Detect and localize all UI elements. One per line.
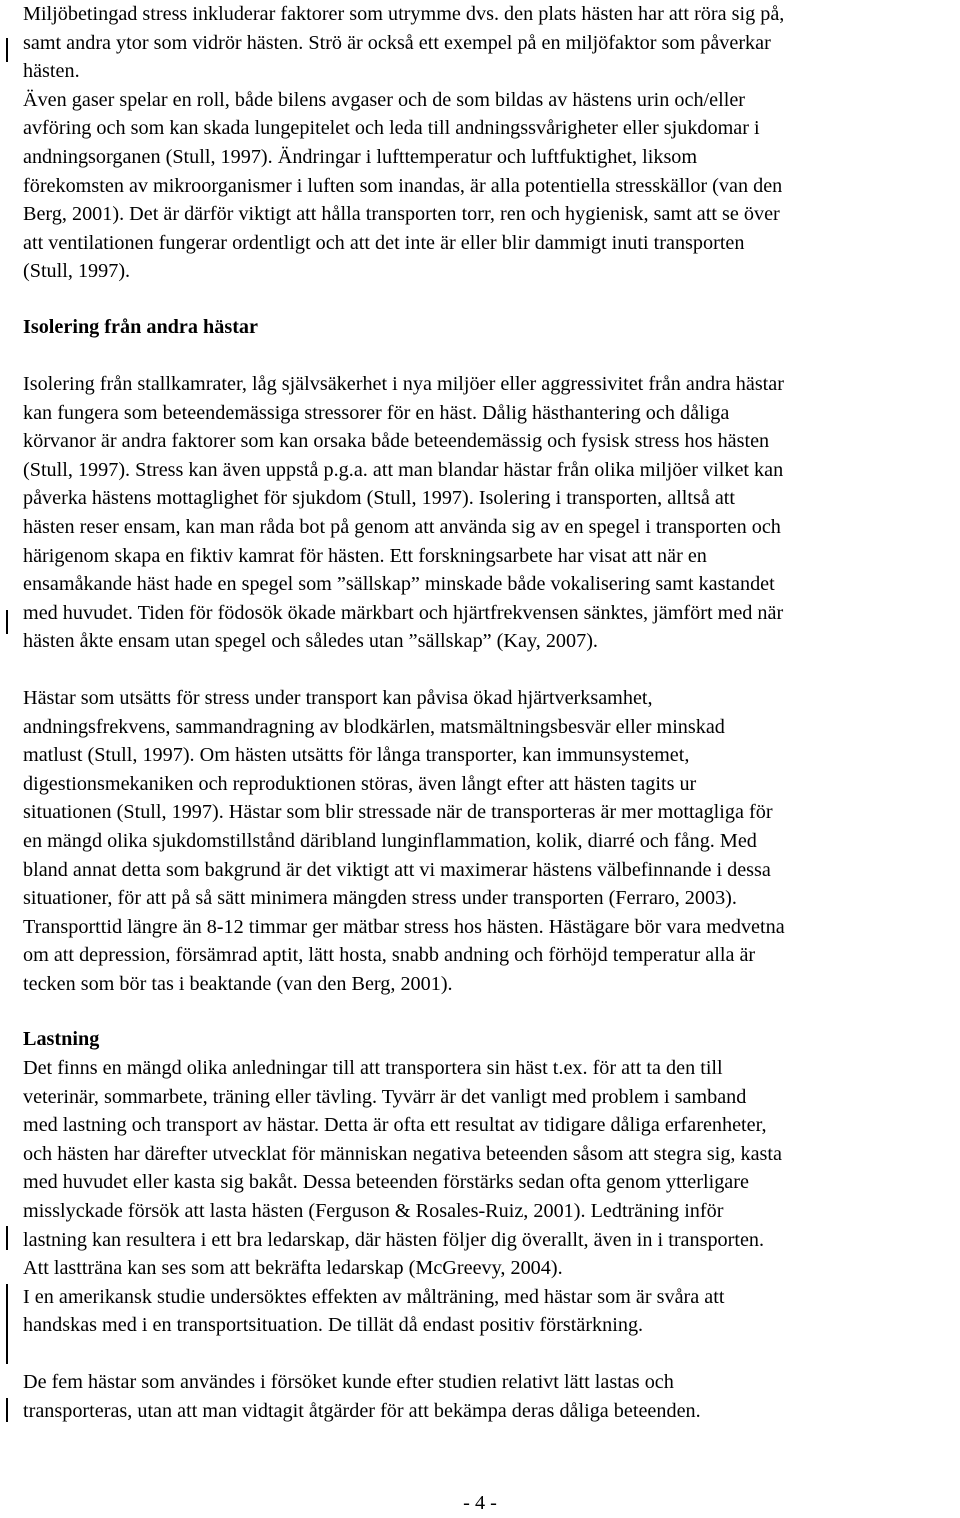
text-line: digestionsmekaniken och reproduktionen störas, även långt efter att hästen tagits ur: [23, 772, 697, 795]
text-line: Hästar som utsätts för stress under transport kan påvisa ökad hjärtverksamhet,: [23, 687, 653, 709]
section-heading: Isolering från andra hästar: [23, 316, 258, 338]
text-line: hästen.: [23, 60, 80, 83]
text-line: andningsfrekvens, sammandragning av blodkärlen, matsmältningsbesvär eller minskad: [23, 715, 725, 738]
change-bar: [6, 610, 8, 634]
text-line: matlust (Stull, 1997). Om hästen utsätts för långa transporter, kan immunsystemet,: [23, 744, 690, 767]
change-bar: [6, 1226, 8, 1250]
text-line: misslyckade försök att lasta hästen (Ferguson & Rosales-Ruiz, 2001). Ledträning inför: [23, 1199, 724, 1222]
text-line: I en amerikansk studie undersöktes effekten av målträning, med hästar som är svåra att: [23, 1285, 725, 1308]
text-line: med lastning och transport av hästar. Detta är ofta ett resultat av tidigare dåliga erfarenheter,: [23, 1114, 767, 1137]
text-line: och hästen har därefter utvecklat för människan negativa beteenden såsom att stegra sig, kasta: [23, 1142, 782, 1165]
text-line: samt andra ytor som vidrör hästen. Strö är också ett exempel på en miljöfaktor som påverkar: [23, 31, 771, 54]
section-heading: Lastning: [23, 1028, 100, 1050]
text-line: kan fungera som beteendemässiga stressorer för en häst. Dålig hästhantering och dåliga: [23, 401, 730, 424]
text-line: situationen (Stull, 1997). Hästar som blir stressade när de transporteras är mer mottagliga för: [23, 801, 773, 824]
text-line: (Stull, 1997). Stress kan även uppstå p.g.a. att man blandar hästar från olika miljöer vilket kan: [23, 458, 784, 481]
text-line: bland annat detta som bakgrund är det viktigt att vi maximerar hästens välbefinnande i dessa: [23, 858, 771, 881]
text-line: Det finns en mängd olika anledningar till att transportera sin häst t.ex. för att ta den till: [23, 1057, 723, 1079]
paragraph-lastning: [23, 1054, 959, 1340]
text-line: ensamåkande häst hade en spegel som ”sällskap” minskade både vokalisering samt kastandet: [23, 573, 775, 596]
text-line: Att lastträna kan ses som att bekräfta ledarskap (McGreevy, 2004).: [23, 1257, 563, 1280]
text-line: hästen åkte ensam utan spegel och således utan ”sällskap” (Kay, 2007).: [23, 630, 598, 653]
paragraph-isolering: [23, 370, 959, 656]
text-line: avföring och som kan skada lungepitelet och leda till andningssvårigheter eller sjukdomar i: [23, 117, 760, 140]
text-line: förekomsten av mikroorganismer i luften som inandas, är alla potentiella stresskällor (van den: [23, 174, 783, 197]
text-line: lastning kan resultera i ett bra ledarskap, där hästen följer dig överallt, även in i transporten.: [23, 1228, 765, 1251]
text-line: De fem hästar som användes i försöket kunde efter studien relativt lätt lastas och: [23, 1371, 674, 1393]
text-line: påverka hästens mottaglighet för sjukdom (Stull, 1997). Isolering i transporten, alltså att: [23, 487, 736, 510]
paragraph-resultat: [23, 1368, 959, 1425]
text-line: Isolering från stallkamrater, låg självsäkerhet i nya miljöer eller aggressivitet från andra hästar: [23, 373, 784, 395]
text-line: Transporttid längre än 8-12 timmar ger mätbar stress hos hästen. Hästägare bör vara medvetna: [23, 915, 785, 938]
text-line: Miljöbetingad stress inkluderar faktorer som utrymme dvs. den plats hästen har att röra sig på,: [23, 3, 785, 25]
text-line: härigenom skapa en fiktiv kamrat för hästen. Ett forskningsarbete har visat att när en: [23, 544, 707, 567]
section-isolering: [23, 313, 959, 342]
page-number: - 4 -: [463, 1492, 497, 1514]
paragraph-miljobetingad-stress: [23, 0, 959, 286]
text-line: handskas med i en transportsituation. De tillät då endast positiv förstärkning.: [23, 1314, 644, 1337]
text-line: hästen reser ensam, kan man råda bot på genom att använda sig av en spegel i transporten och: [23, 515, 781, 538]
text-line: körvanor är andra faktorer som kan orsaka både beteendemässig och fysisk stress hos hästen: [23, 430, 770, 453]
text-line: situationer, för att på så sätt minimera mängden stress under transporten (Ferraro, 2003).: [23, 887, 737, 910]
paragraph-transportstress: [23, 684, 959, 999]
text-line: en mängd olika sjukdomstillstånd däribland lunginflammation, kolik, diarré och fång. Med: [23, 829, 757, 852]
section-lastning: [23, 1025, 959, 1054]
text-line: Berg, 2001). Det är därför viktigt att hålla transporten torr, ren och hygienisk, samt att se över: [23, 203, 780, 226]
text-line: med huvudet eller kasta sig bakåt. Dessa beteenden förstärks sedan ofta genom ytterligare: [23, 1171, 749, 1194]
text-line: att ventilationen fungerar ordentligt och att det inte är eller blir dammigt inuti transporten: [23, 231, 745, 254]
text-line: om att depression, försämrad aptit, lätt hosta, snabb andning och förhöjd temperatur alla är: [23, 944, 756, 967]
text-line: veterinär, sommarbete, träning eller tävling. Tyvärr är det vanligt med problem i samband: [23, 1085, 747, 1108]
text-line: tecken som bör tas i beaktande (van den Berg, 2001).: [23, 972, 453, 995]
text-line: andningsorganen (Stull, 1997). Ändringar i lufttemperatur och luftfuktighet, liksom: [23, 145, 698, 168]
text-line: Även gaser spelar en roll, både bilens avgaser och de som bildas av hästens urin och/eller: [23, 88, 746, 111]
text-line: med huvudet. Tiden för födosök ökade märkbart och hjärtfrekvensen sänktes, jämfört med när: [23, 601, 784, 624]
change-bar: [6, 1398, 8, 1422]
change-bar: [6, 38, 8, 62]
change-bar: [6, 1284, 8, 1364]
text-line: (Stull, 1997).: [23, 260, 131, 283]
text-line: transporteras, utan att man vidtagit åtgärder för att bekämpa deras dåliga beteenden.: [23, 1399, 701, 1422]
